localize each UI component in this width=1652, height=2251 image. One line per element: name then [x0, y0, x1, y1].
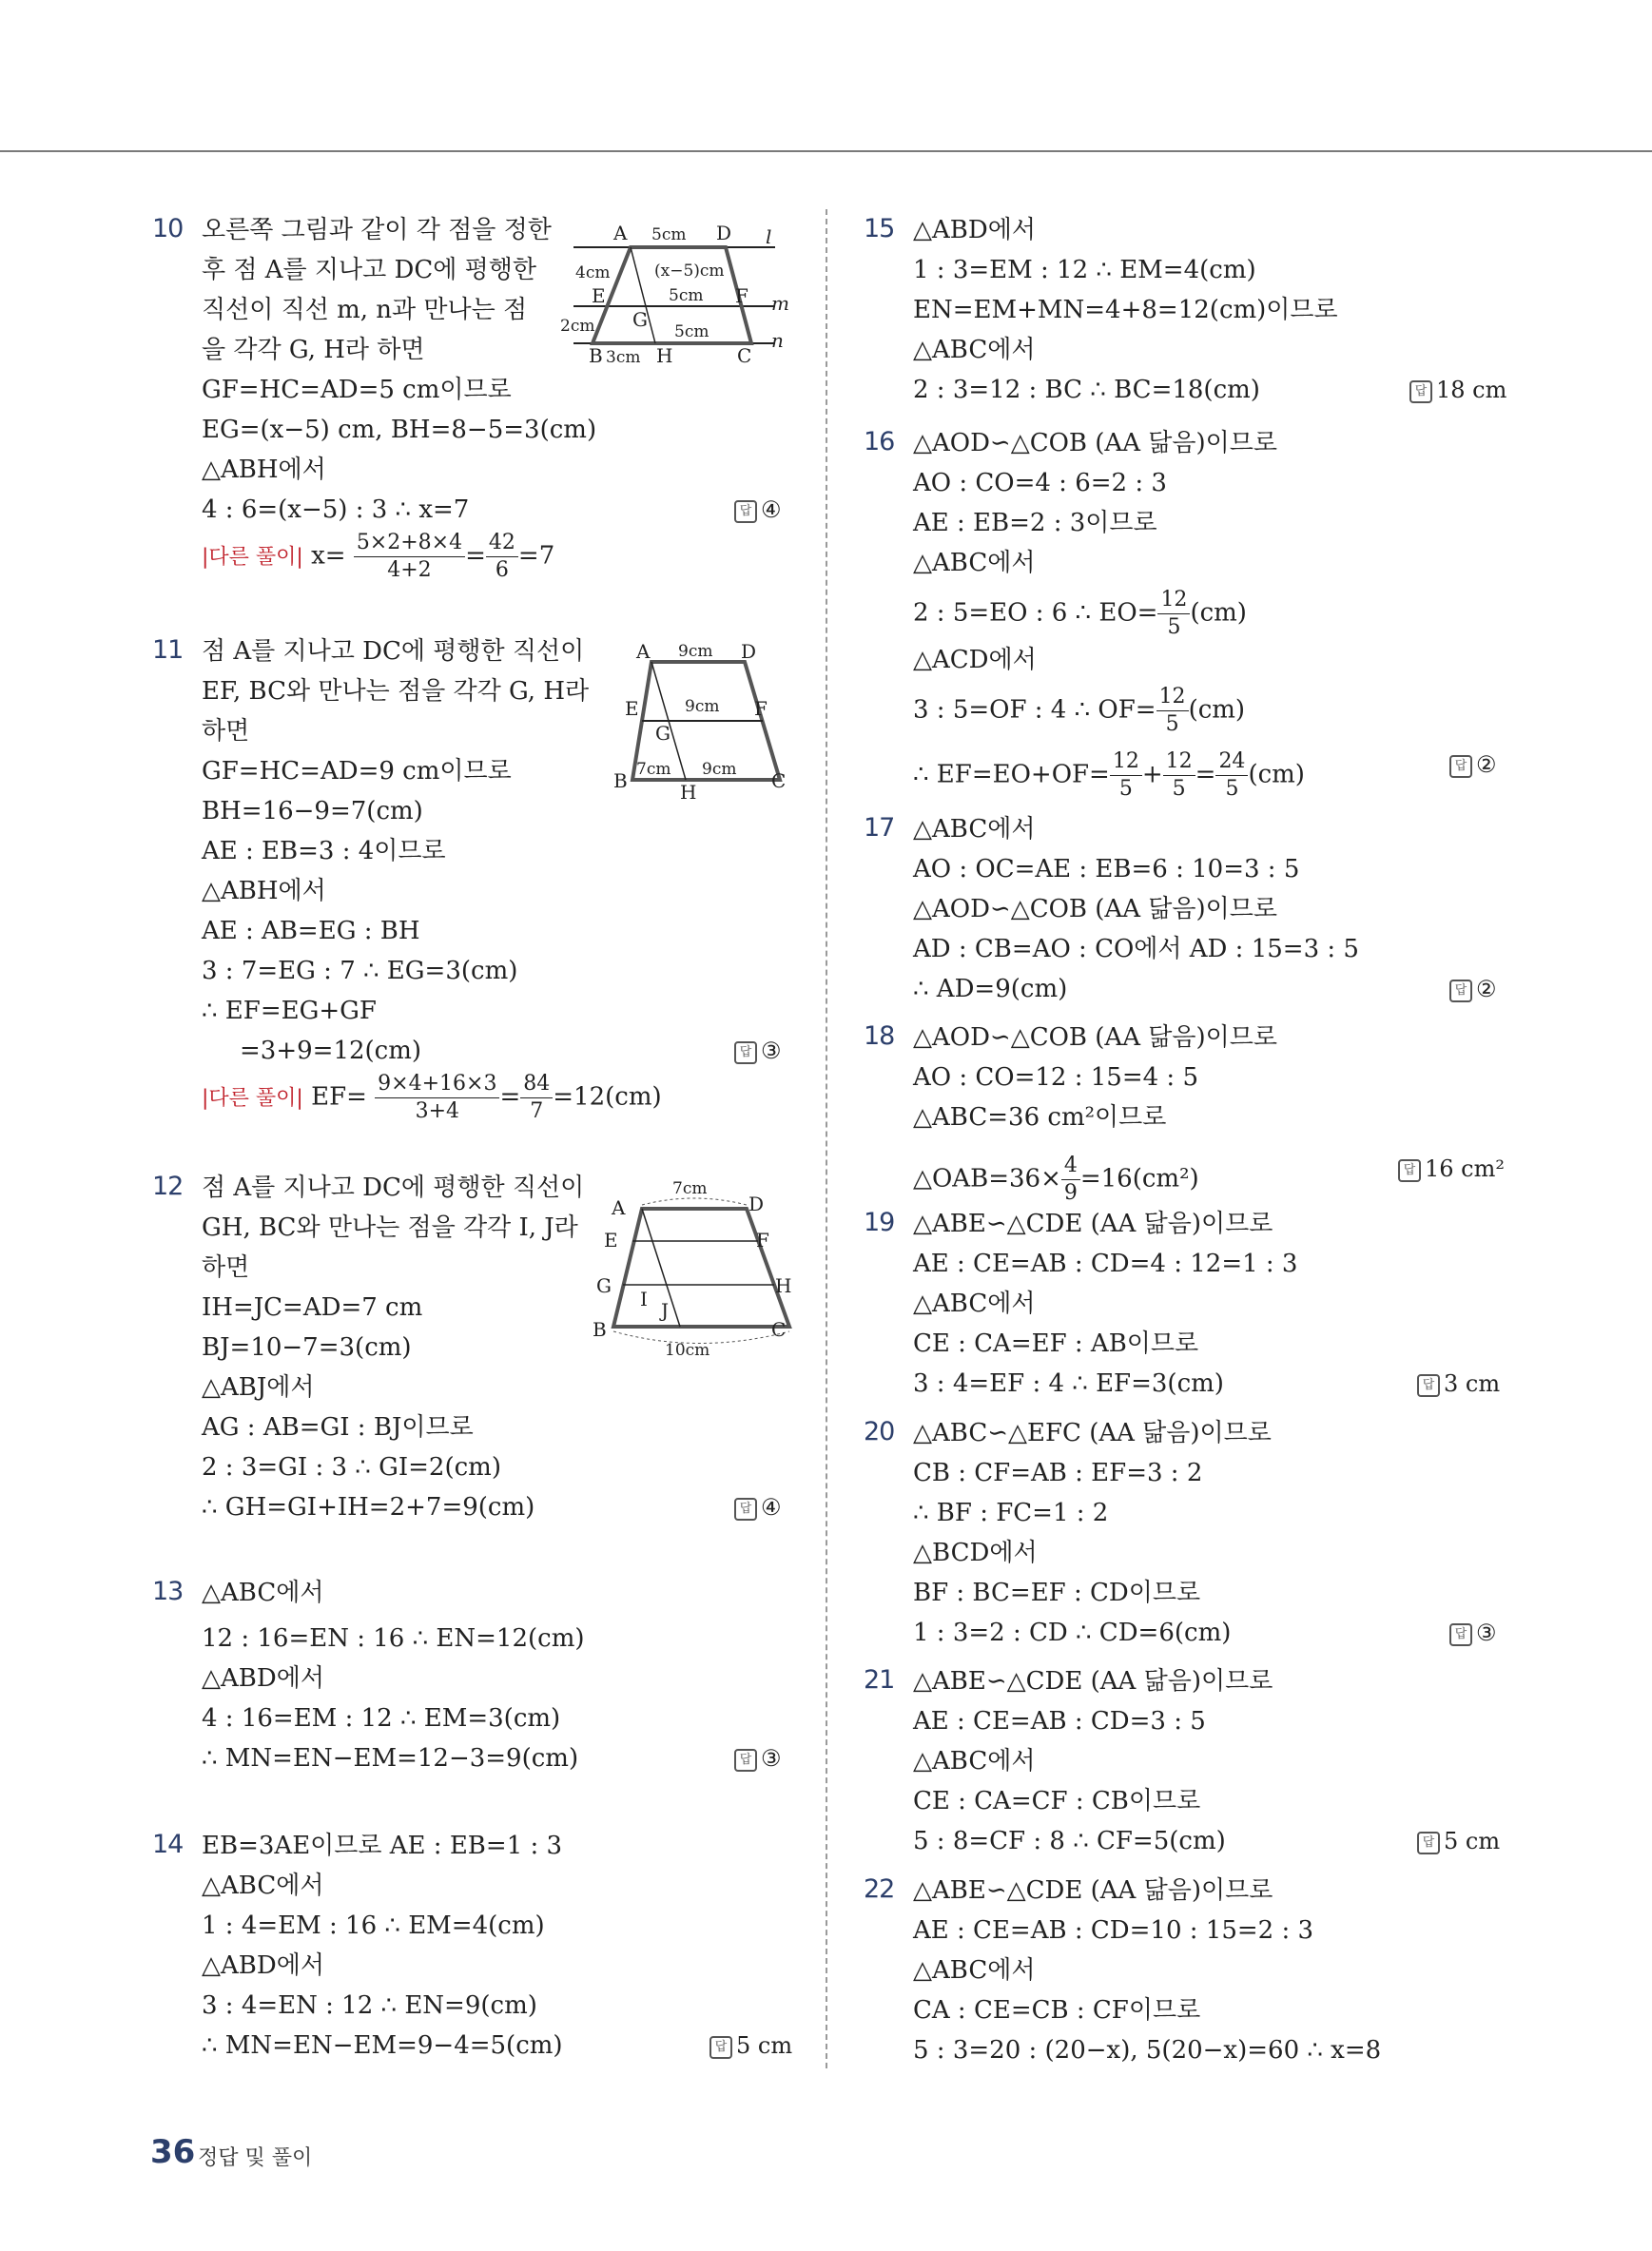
point-label: F	[735, 284, 748, 307]
problem-number: 22	[864, 1874, 895, 1904]
text-line: △ABJ에서	[202, 1373, 315, 1402]
alt-solution: |다른 풀이| x= $\frac{5\times 2+8\times 4}{4+2}$ = $\frac{42}{6}$ =7	[202, 531, 555, 582]
answer-value: ②	[1476, 976, 1497, 1002]
text-line: △ABC에서	[913, 549, 1036, 577]
text-line: 후 점 A를 지나고 DC에 평행한	[202, 256, 536, 284]
column-divider	[826, 209, 827, 2068]
fraction: $\frac{12}{5}$	[1156, 684, 1189, 738]
text-line: EF, BC와 만나는 점을 각각 G, H라	[202, 677, 590, 706]
text-line: ∴ MN=EN−EM=9−4=5(cm)	[202, 2031, 563, 2060]
text-line: 2 : 3=GI : 3 ∴ GI=2(cm)	[202, 1453, 501, 1482]
point-label: E	[592, 284, 606, 307]
answer-value: 16 cm²	[1425, 1155, 1505, 1182]
answer-value: ③	[761, 1745, 782, 1772]
answer-value: ②	[1476, 751, 1497, 778]
point-label: A	[613, 222, 628, 244]
text-line: 1 : 4=EM : 16 ∴ EM=4(cm)	[202, 1911, 545, 1940]
point-label: A	[636, 640, 651, 663]
point-label: F	[754, 697, 768, 720]
point-label: H	[775, 1274, 792, 1297]
text-line: GF=HC=AD=9 cm이므로	[202, 757, 512, 786]
answer-mark-icon: 답	[734, 1041, 757, 1064]
problem-number: 10	[152, 214, 184, 243]
fraction: $\frac{12}{5}$	[1157, 587, 1190, 641]
problem-number: 11	[152, 635, 184, 665]
text-line: △BCD에서	[913, 1539, 1038, 1567]
page-number: 36	[150, 2133, 196, 2171]
point-label: E	[625, 697, 639, 720]
text-line: △ABH에서	[202, 456, 326, 484]
text-line: AD : CB=AO : CO에서 AD : 15=3 : 5	[913, 935, 1359, 963]
answer-mark-icon: 답	[734, 1749, 757, 1772]
problem-number: 16	[864, 427, 895, 456]
point-label: D	[716, 222, 732, 244]
figure-trapezoid-10	[556, 217, 804, 369]
point-label: I	[640, 1288, 648, 1310]
point-label: D	[748, 1193, 765, 1215]
text-line: ∴ EF=EO+OF= $\frac{12}{5}$ + $\frac{12}{5}$ = $\frac{24}{5}$ (cm)	[913, 749, 1305, 801]
length-label: 3cm	[606, 348, 641, 367]
fraction: $\frac{24}{5}$	[1215, 748, 1248, 803]
text-line: AE : CE=AB : CD=3 : 5	[913, 1707, 1206, 1736]
point-label: H	[656, 344, 673, 367]
fraction: $\frac{84}{7}$	[520, 1071, 553, 1125]
text-line: AO : CO=4 : 6=2 : 3	[913, 469, 1167, 497]
answer-mark-icon: 답	[1409, 380, 1432, 403]
answer-mark-icon: 답	[1398, 1159, 1421, 1182]
fraction: $\frac{5\times 2+8\times 4}{4+2}$	[354, 530, 465, 584]
text-line: 직선이 직선 m, n과 만나는 점	[202, 296, 528, 324]
answer-value: ④	[761, 496, 782, 523]
problem-number: 20	[864, 1417, 895, 1446]
answer-value: ③	[1476, 1620, 1497, 1646]
length-label: 10cm	[665, 1341, 710, 1360]
text-line: CA : CE=CB : CF이므로	[913, 1996, 1201, 2025]
answer	[734, 1742, 782, 1775]
text-line: GH, BC와 만나는 점을 각각 I, J라	[202, 1213, 578, 1242]
text-line: △ABC에서	[913, 815, 1036, 844]
text-line: ∴ GH=GI+IH=2+7=9(cm)	[202, 1493, 535, 1522]
answer-mark-icon: 답	[1449, 755, 1472, 778]
text-line: 1 : 3=2 : CD ∴ CD=6(cm)	[913, 1619, 1232, 1647]
answer-mark-icon: 답	[734, 1498, 757, 1521]
text-line: ∴ MN=EN−EM=12−3=9(cm)	[202, 1744, 579, 1773]
problem-number: 13	[152, 1577, 184, 1606]
point-label: H	[680, 781, 697, 804]
page-footer-title: 정답 및 풀이	[198, 2146, 313, 2170]
formula-text: x=	[311, 541, 346, 571]
point-label: B	[613, 769, 628, 792]
text-line: △ABC에서	[913, 1956, 1036, 1985]
answer	[1449, 748, 1497, 781]
text-line: △AOD∽△COB (AA 닮음)이므로	[913, 1023, 1277, 1052]
answer-value: ③	[761, 1038, 782, 1064]
length-label: 5cm	[674, 322, 709, 341]
text-line: 12 : 16=EN : 16 ∴ EN=12(cm)	[202, 1624, 585, 1653]
text-line: △ABC에서	[202, 1579, 324, 1607]
answer	[734, 1491, 782, 1523]
problem-number: 21	[864, 1665, 895, 1695]
problem-number: 18	[864, 1021, 895, 1051]
text-line: AE : EB=2 : 3이므로	[913, 509, 1157, 537]
point-label: C	[737, 344, 752, 367]
length-label: 7cm	[636, 760, 671, 779]
problem-number: 17	[864, 813, 895, 843]
text-line: △ABH에서	[202, 877, 326, 905]
text-line: 5 : 3=20 : (20−x), 5(20−x)=60 ∴ x=8	[913, 2036, 1382, 2065]
text-line: EB=3AE이므로 AE : EB=1 : 3	[202, 1832, 563, 1860]
problem-number: 15	[864, 214, 895, 243]
text-line: △ABC에서	[202, 1872, 324, 1900]
formula-text: EF=	[311, 1082, 367, 1112]
answer	[734, 1035, 782, 1067]
figure-trapezoid-12	[585, 1174, 804, 1365]
text-line: △ABC=36 cm²이므로	[913, 1103, 1167, 1132]
point-label: G	[596, 1274, 612, 1297]
length-label: 5cm	[651, 225, 687, 244]
fraction: $\frac{4}{9}$	[1061, 1153, 1080, 1207]
answer	[1417, 1368, 1500, 1400]
point-label: C	[771, 1318, 787, 1341]
point-label: E	[604, 1229, 618, 1252]
text-line: AE : EB=3 : 4이므로	[202, 837, 446, 865]
answer-value: 3 cm	[1444, 1370, 1501, 1397]
text-line: AE : CE=AB : CD=4 : 12=1 : 3	[913, 1250, 1298, 1278]
problem-number: 14	[152, 1830, 184, 1859]
text-line: △OAB=36× $\frac{4}{9}$ =16(cm²)	[913, 1154, 1199, 1205]
point-label: F	[756, 1229, 769, 1252]
text-line: △ABD에서	[913, 216, 1036, 244]
figure-trapezoid-11	[604, 635, 804, 806]
header-rule	[0, 150, 1652, 152]
text-line: 하면	[202, 1253, 250, 1282]
text-line: △ABC에서	[913, 1747, 1036, 1776]
text-line: 3 : 4=EN : 12 ∴ EN=9(cm)	[202, 1991, 537, 2020]
text-line: △ABE∽△CDE (AA 닮음)이므로	[913, 1210, 1273, 1238]
answer-value: ④	[761, 1494, 782, 1521]
answer-mark-icon: 답	[1417, 1832, 1440, 1854]
text-line: 4 : 16=EM : 12 ∴ EM=3(cm)	[202, 1704, 561, 1733]
point-label: D	[741, 640, 757, 663]
alt-solution: |다른 풀이| EF= $\frac{9\times 4+16\times 3}{3+4}$ = $\frac{84}{7}$ =12(cm)	[202, 1072, 662, 1123]
answer	[709, 2029, 792, 2062]
point-label: J	[661, 1299, 670, 1322]
fraction: $\frac{9\times 4+16\times 3}{3+4}$	[375, 1071, 499, 1125]
text-line: AG : AB=GI : BJ이므로	[202, 1413, 474, 1442]
text-line: AO : CO=12 : 15=4 : 5	[913, 1063, 1198, 1092]
text-line: AE : CE=AB : CD=10 : 15=2 : 3	[913, 1916, 1314, 1945]
text-line: 점 A를 지나고 DC에 평행한 직선이	[202, 1174, 585, 1202]
text-line: =3+9=12(cm)	[240, 1037, 422, 1065]
text-line: 하면	[202, 717, 250, 746]
text-line: IH=JC=AD=7 cm	[202, 1293, 423, 1322]
text-line: △ACD에서	[913, 646, 1037, 674]
point-label: G	[632, 308, 648, 331]
text-line: 3 : 4=EF : 4 ∴ EF=3(cm)	[913, 1369, 1224, 1398]
fraction: $\frac{12}{5}$	[1110, 748, 1142, 803]
answer-mark-icon: 답	[709, 2036, 732, 2059]
text-line: BJ=10−7=3(cm)	[202, 1333, 412, 1362]
text-line: 3 : 5=OF : 4 ∴ OF= $\frac{12}{5}$ (cm)	[913, 685, 1246, 736]
answer-value: 5 cm	[1444, 1828, 1501, 1854]
text-line: 4 : 6=(x−5) : 3 ∴ x=7	[202, 495, 470, 524]
text-line: △ABC∽△EFC (AA 닮음)이므로	[913, 1419, 1272, 1447]
text-line: 2 : 3=12 : BC ∴ BC=18(cm)	[913, 376, 1260, 404]
text-line: △ABD에서	[202, 1664, 324, 1693]
point-label: G	[655, 722, 671, 745]
length-label: 9cm	[685, 697, 720, 716]
text-line: AO : OC=AE : EB=6 : 10=3 : 5	[913, 855, 1300, 883]
answer-mark-icon: 답	[1449, 980, 1472, 1002]
point-label: B	[593, 1318, 607, 1341]
problem-number: 12	[152, 1172, 184, 1201]
text-line: 점 A를 지나고 DC에 평행한 직선이	[202, 637, 585, 666]
text-line: CE : CA=EF : AB이므로	[913, 1329, 1199, 1358]
answer	[1398, 1153, 1505, 1185]
text-line: GF=HC=AD=5 cm이므로	[202, 376, 512, 404]
text-line: △AOD∽△COB (AA 닮음)이므로	[913, 895, 1277, 923]
length-label: 2cm	[560, 317, 595, 336]
text-line: △ABE∽△CDE (AA 닮음)이므로	[913, 1667, 1273, 1696]
text-line: 5 : 8=CF : 8 ∴ CF=5(cm)	[913, 1827, 1226, 1855]
text-line: AE : AB=EG : BH	[202, 917, 420, 945]
length-label: 9cm	[702, 760, 737, 779]
text-line: △ABE∽△CDE (AA 닮음)이므로	[913, 1876, 1273, 1905]
text-line: 을 각각 G, H라 하면	[202, 336, 425, 364]
answer-value: 18 cm	[1436, 377, 1507, 403]
alt-solution-label: |다른 풀이|	[202, 1086, 303, 1111]
length-label: 9cm	[678, 642, 713, 661]
text-line: 3 : 7=EG : 7 ∴ EG=3(cm)	[202, 957, 518, 985]
answer-mark-icon: 답	[1449, 1623, 1472, 1646]
text-line: ∴ AD=9(cm)	[913, 975, 1068, 1003]
answer-mark-icon: 답	[1417, 1374, 1440, 1397]
point-label: A	[612, 1196, 626, 1219]
text-line: ∴ BF : FC=1 : 2	[913, 1499, 1109, 1527]
length-label: 7cm	[672, 1179, 708, 1198]
text-line: CE : CA=CF : CB이므로	[913, 1787, 1201, 1815]
text-line: 2 : 5=EO : 6 ∴ EO= $\frac{12}{5}$ (cm)	[913, 588, 1247, 639]
line-label: l	[766, 225, 772, 248]
alt-solution-label: |다른 풀이|	[202, 545, 303, 570]
text-line: △AOD∽△COB (AA 닮음)이므로	[913, 429, 1277, 457]
text-line: EN=EM+MN=4+8=12(cm)이므로	[913, 296, 1338, 324]
text-line: △ABC에서	[913, 1290, 1036, 1318]
text-line: 1 : 3=EM : 12 ∴ EM=4(cm)	[913, 256, 1256, 284]
line-label: m	[771, 292, 789, 315]
line-label: n	[771, 329, 784, 352]
fraction: $\frac{12}{5}$	[1163, 748, 1195, 803]
answer-value: 5 cm	[736, 2032, 793, 2059]
text-line: 오른쪽 그림과 같이 각 점을 정한	[202, 216, 552, 244]
text-line: BH=16−9=7(cm)	[202, 797, 423, 825]
text-line: BF : BC=EF : CD이므로	[913, 1579, 1201, 1607]
length-label: (x−5)cm	[654, 262, 725, 281]
answer	[1409, 374, 1506, 406]
fraction: $\frac{42}{6}$	[486, 530, 518, 584]
text-line: △ABC에서	[913, 336, 1036, 364]
point-label: B	[589, 344, 603, 367]
text-line: ∴ EF=EG+GF	[202, 997, 377, 1025]
text-line: EG=(x−5) cm, BH=8−5=3(cm)	[202, 416, 597, 444]
answer	[734, 494, 782, 526]
length-label: 4cm	[575, 263, 611, 282]
answer	[1449, 973, 1497, 1005]
answer	[1417, 1825, 1500, 1857]
problem-number: 19	[864, 1208, 895, 1237]
answer	[1449, 1617, 1497, 1649]
text-line: CB : CF=AB : EF=3 : 2	[913, 1459, 1203, 1487]
length-label: 5cm	[669, 286, 704, 305]
answer-mark-icon: 답	[734, 500, 757, 523]
text-line: △ABD에서	[202, 1951, 324, 1980]
point-label: C	[771, 769, 787, 792]
